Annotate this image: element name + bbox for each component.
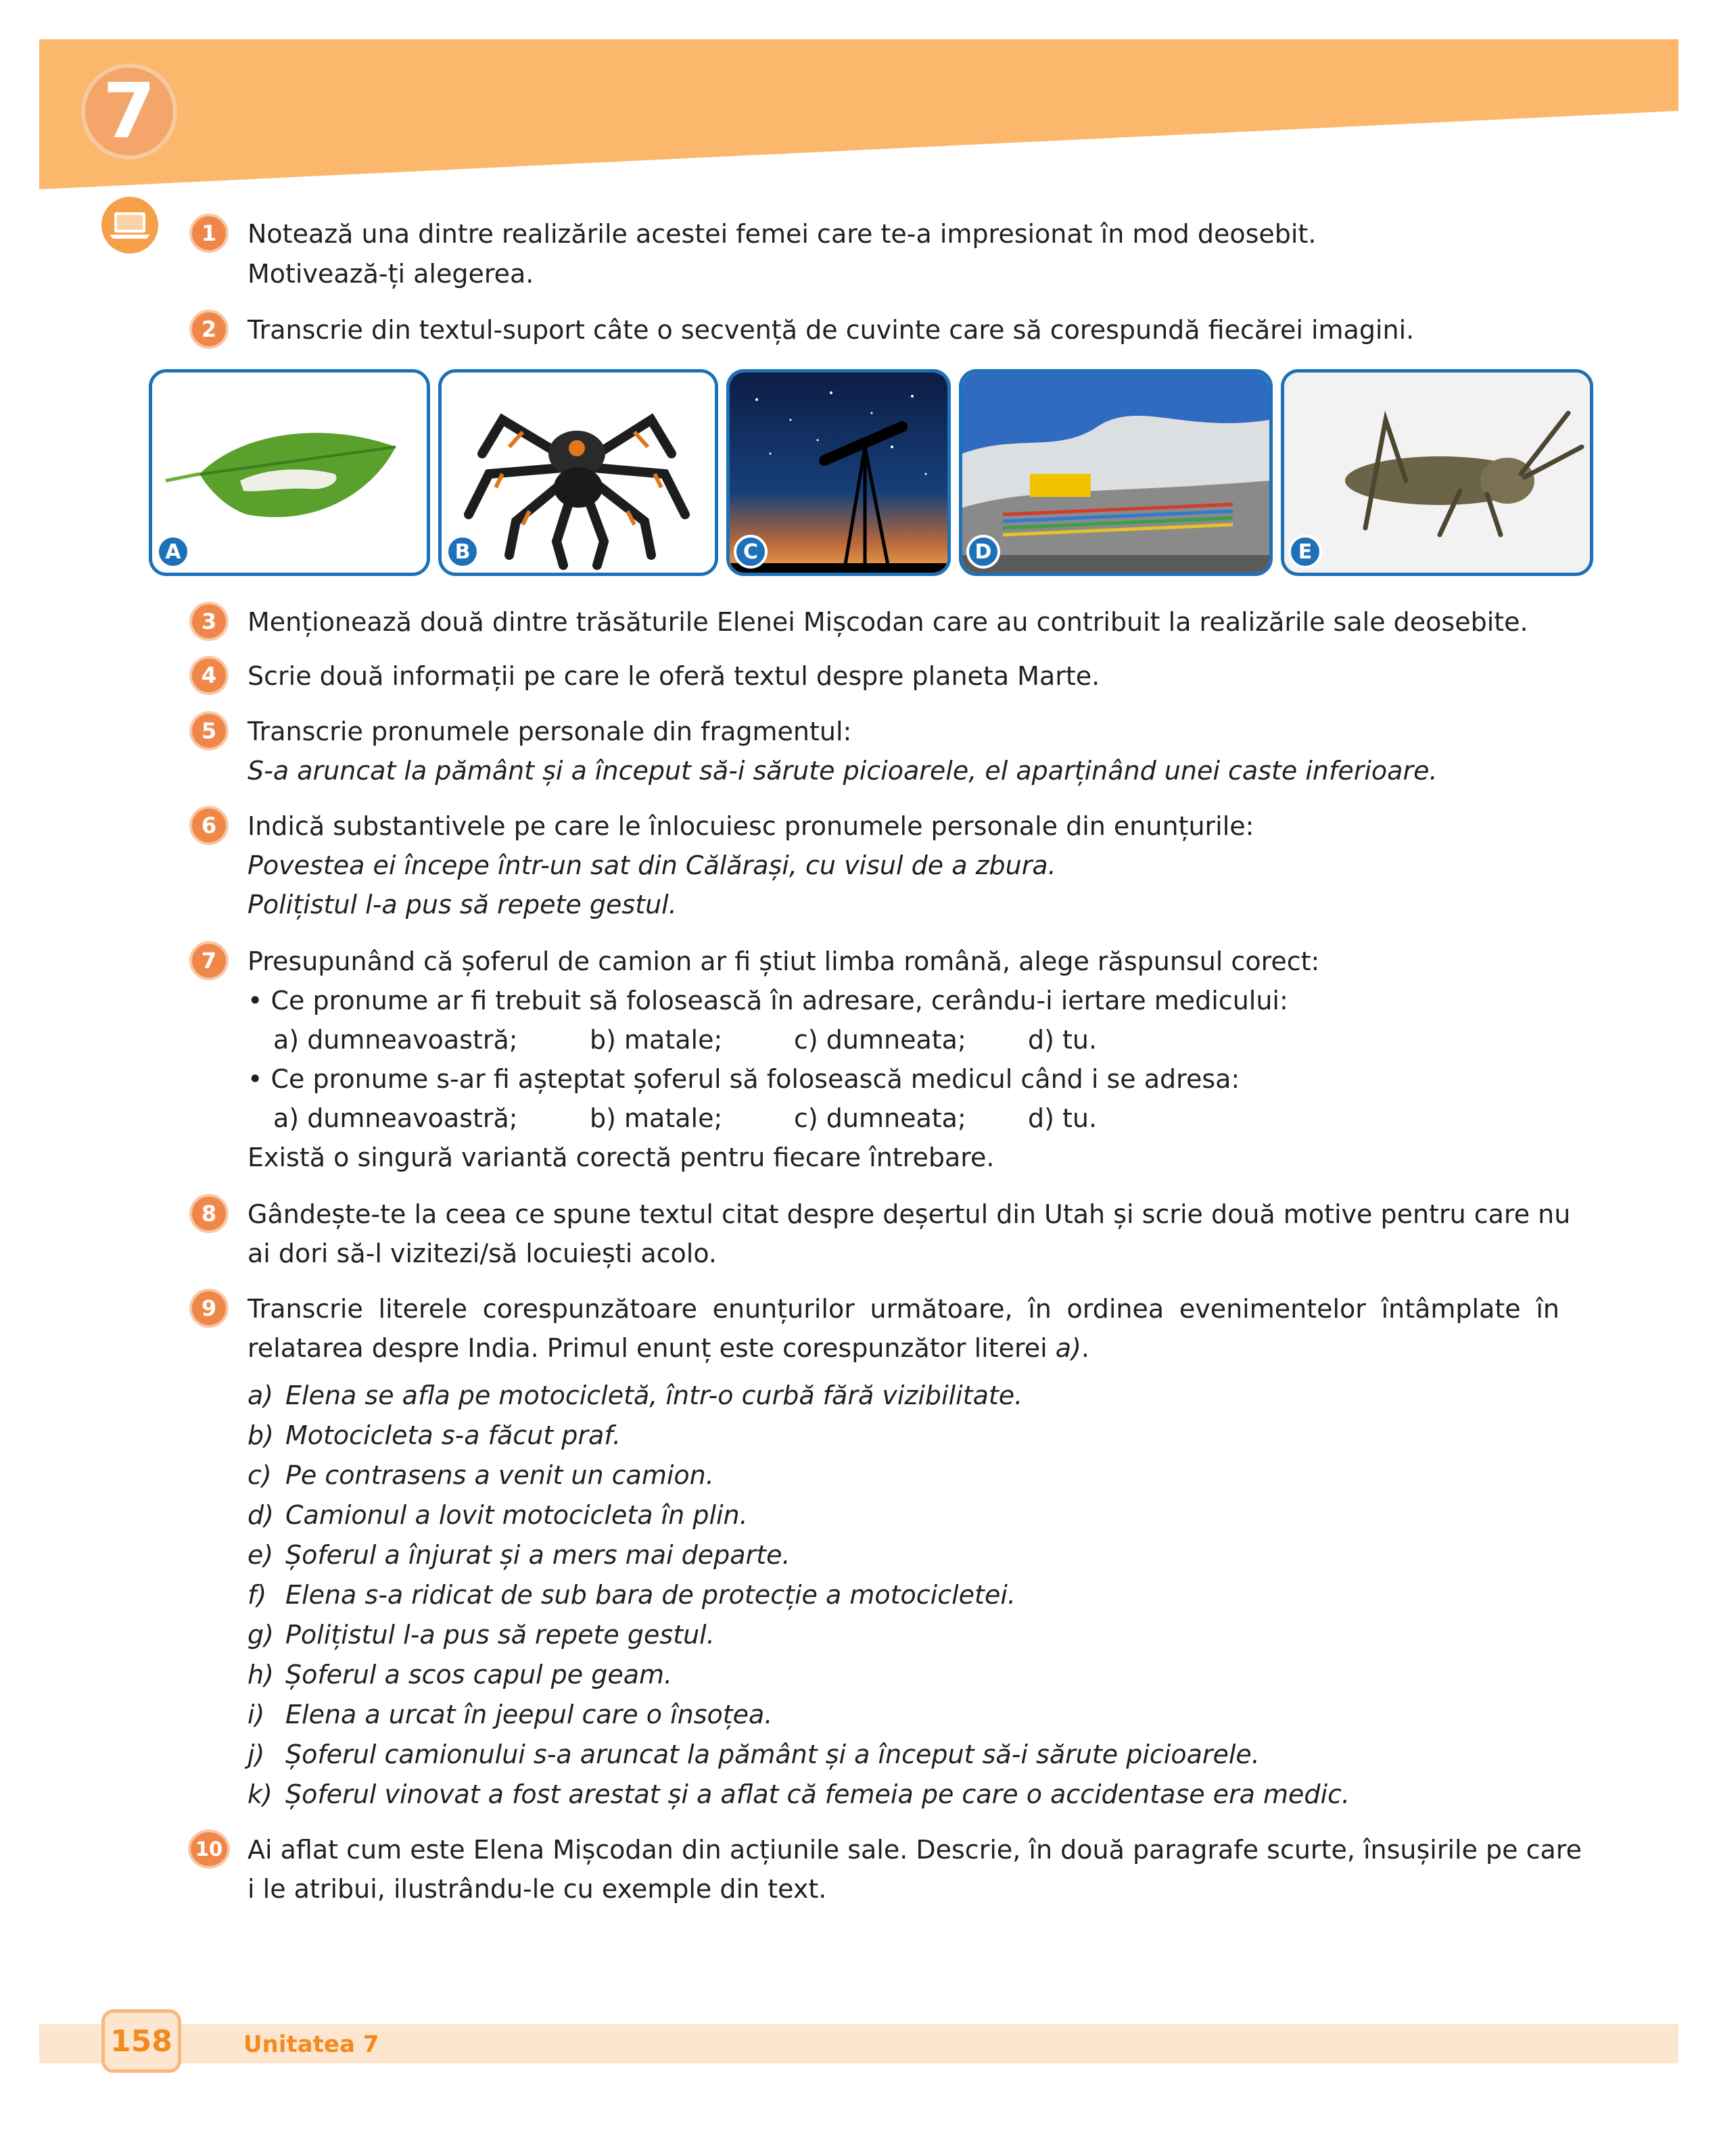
image-silkworm xyxy=(149,369,430,576)
task-9-number: 9 xyxy=(189,1289,229,1328)
task-6-number: 6 xyxy=(189,806,229,845)
task-6-sentence-1: Povestea ei începe într-un sat din Călărași, cu visul de a zbura. xyxy=(248,851,1056,880)
unit-number: 7 xyxy=(103,68,156,155)
task-7-question-2: • Ce pronume s-ar fi așteptat șoferul să folosească medicul când i se adresa: xyxy=(248,1064,1240,1094)
task-7-question-1: • Ce pronume ar fi trebuit să folosească în adresare, cerându-i iertare medicului: xyxy=(248,986,1288,1015)
unit-label: Unitatea 7 xyxy=(243,2031,379,2058)
task-3-line-1: Menționează două dintre trăsăturile Elenei Mișcodan care au contribuit la realizările sale deosebite. xyxy=(248,607,1528,637)
task-1-number: 1 xyxy=(189,214,229,253)
page-number: 158 xyxy=(101,2009,181,2073)
task-2-line-1: Transcrie din textul-suport câte o secvență de cuvinte care să corespundă fiecărei imagini. xyxy=(248,315,1415,345)
task-7-outro: Există o singură variantă corectă pentru fiecare întrebare. xyxy=(248,1143,995,1172)
task-4-line-1: Scrie două informații pe care le oferă textul despre planeta Marte. xyxy=(248,661,1100,691)
task-6-sentence-2: Polițistul l-a pus să repete gestul. xyxy=(248,890,677,919)
task-7-q2-option-a: a) dumneavoastră; xyxy=(273,1103,518,1133)
task-9-line-1: Transcrie literele corespunzătoare enunțurilor următoare, în ordinea evenimentelor întâmplate în xyxy=(248,1294,1559,1324)
task-6-line-1: Indică substantivele pe care le înlocuiesc pronumele personale din enunțurile: xyxy=(248,811,1254,841)
task-7-intro: Presupunând că șoferul de camion ar fi știut limba română, alege răspunsul corect: xyxy=(248,947,1320,976)
image-grasshopper xyxy=(1281,369,1593,576)
task-7-q2-option-b: b) matale; xyxy=(590,1103,723,1133)
task-5-fragment: S-a aruncat la pământ și a început să-i sărute picioarele, el aparținând unei caste inferioare. xyxy=(248,756,1438,786)
image-tarantula xyxy=(438,369,718,576)
task-7-q2-option-d: d) tu. xyxy=(1028,1103,1098,1133)
task-4-number: 4 xyxy=(189,656,229,695)
task-7-q1-option-d: d) tu. xyxy=(1028,1025,1098,1055)
task-8-line-1: Gândește-te la ceea ce spune textul citat despre deșertul din Utah și scrie două motive pentru care nu xyxy=(248,1199,1571,1229)
task-5-number: 5 xyxy=(189,711,229,750)
task-1-line-2: Motivează-ți alegerea. xyxy=(248,259,534,289)
task-1-line-1: Notează una dintre realizările acestei femei care te-a impresionat în mod deosebit. xyxy=(248,219,1317,249)
image-tag-a: A xyxy=(156,535,190,569)
task-10-line-2: i le atribui, ilustrându-le cu exemple din text. xyxy=(248,1874,827,1904)
unit-number-badge xyxy=(81,64,177,160)
task-7-number: 7 xyxy=(189,941,229,980)
task-5-line-1: Transcrie pronumele personale din fragmentul: xyxy=(248,717,852,746)
image-tag-c: C xyxy=(734,535,768,569)
laptop-icon xyxy=(96,196,164,254)
image-tag-d: D xyxy=(966,535,1000,569)
task-7-q2-option-c: c) dumneata; xyxy=(794,1103,966,1133)
task-7-q1-option-c: c) dumneata; xyxy=(794,1025,966,1055)
image-mountain-pass xyxy=(959,369,1273,576)
task-7-q1-option-b: b) matale; xyxy=(590,1025,723,1055)
task-8-number: 8 xyxy=(189,1194,229,1233)
image-tag-e: E xyxy=(1288,535,1322,569)
image-tag-b: B xyxy=(446,535,479,569)
header-band xyxy=(39,39,1678,189)
task-3-number: 3 xyxy=(189,602,229,641)
task-10-line-1: Ai aflat cum este Elena Mișcodan din acțiunile sale. Descrie, în două paragrafe scurte, însușirile pe care xyxy=(248,1835,1582,1865)
task-7-q1-option-a: a) dumneavoastră; xyxy=(273,1025,518,1055)
task-8-line-2: ai dori să-l vizitezi/să locuiești acolo. xyxy=(248,1239,717,1268)
task-9-line-2: relatarea despre India. Primul enunț este corespunzător literei a). xyxy=(248,1333,1090,1363)
image-telescope xyxy=(726,369,951,576)
task-2-number: 2 xyxy=(189,310,229,349)
task-10-number: 10 xyxy=(188,1829,230,1869)
